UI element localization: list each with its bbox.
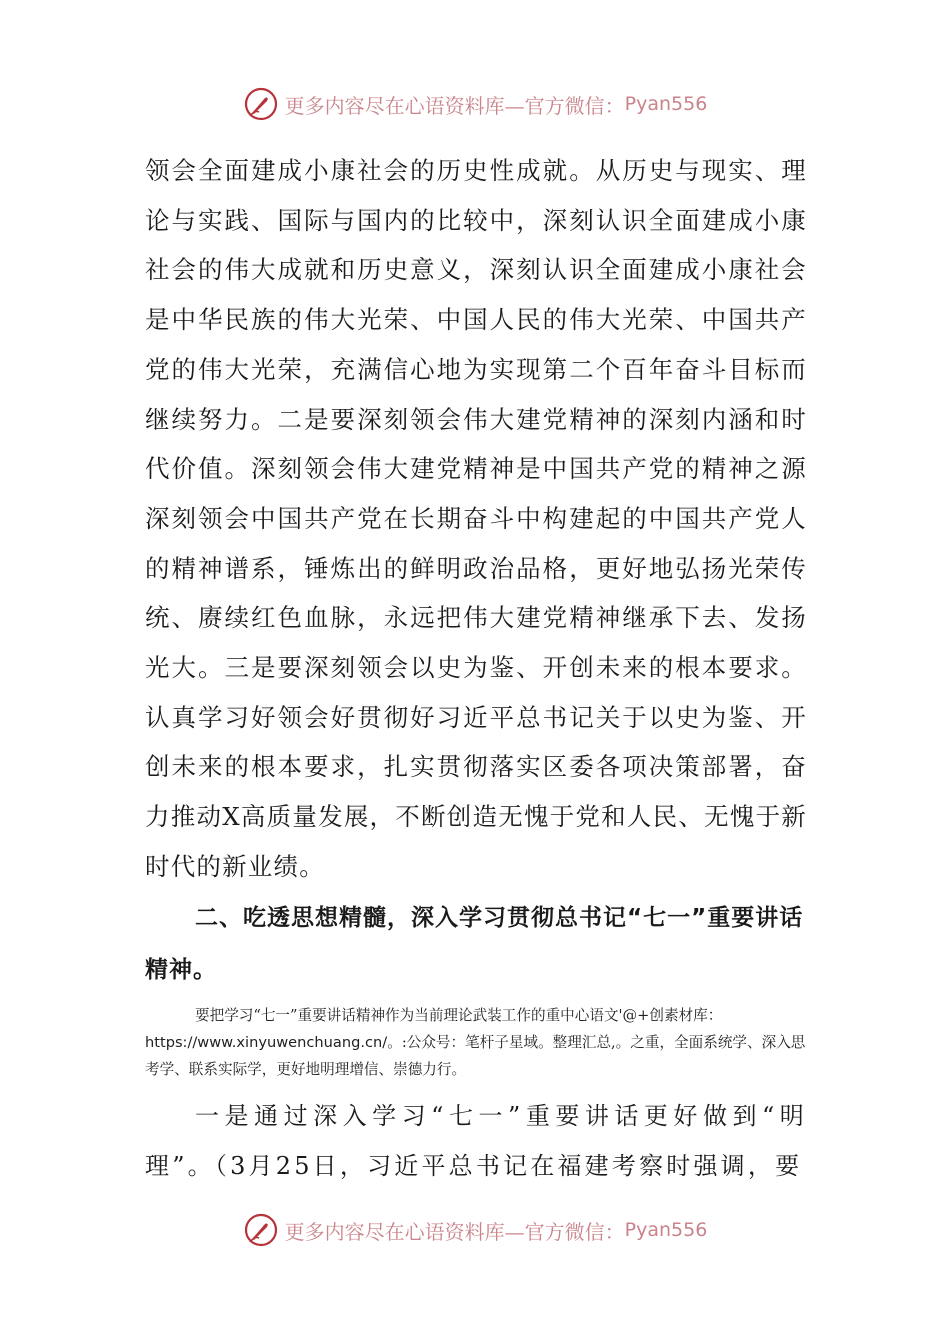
footer-banner [0,1210,950,1250]
wechat-id: Pyan556 [624,93,708,115]
source-note-text-2: 。:公众号：笔杆子星域。整理汇总,。之重，全面系统学、深入思考学、联系实际学，更好地明理增信、崇德力行。 [145,1033,806,1078]
paragraph-3: 一是通过深入学习“七一”重要讲话更好做到“明理”。（3月25日，习近平总书记在福建考察时强调，要 [145,1101,807,1180]
header-banner [0,84,950,124]
document-body [145,146,807,1191]
pen-nib-icon [243,1212,279,1248]
pen-nib-icon [243,86,279,122]
source-url: https://www.xinyuwenchuang.cn/ [145,1033,388,1051]
paragraph-1: 领会全面建成小康社会的历史性成就。从历史与现实、理论与实践、国际与国内的比较中，深刻认识全面建成小康社会的伟大成就和历史意义，深刻认识全面建成小康社会是中华民族的伟大光荣、中国人民的伟大光荣、中国共产党的伟大光荣，充满信心地为实现第二个百年奋斗目标而继续努力。二是要深刻领会伟大建党精神的深刻内涵和时代价值。深刻领会伟大建党精神是中国共产党的精神之源深刻领会中国共产党在长期奋斗中构建起的中国共产党人的精神谱系，锤炼出的鲜明政治品格，更好地弘扬光荣传统、赓续红色血脉，永远把伟大建党精神继承下去、发扬光大。三是要深刻领会以史为鉴、开创未来的根本要求。认真学习好领会好贯彻好习近平总书记关于以史为鉴、开创未来的根本要求，扎实贯彻落实区委各项决策部署，奋力推动X高质量发展，不断创造无愧于党和人民、无愧于新时代的新业绩。 [145,156,807,881]
source-note [145,1002,807,1083]
section-heading-2: 二、吃透思想精髓，深入学习贯彻总书记“七一”重要讲话精神。 [145,904,804,983]
banner-text: 更多内容尽在心语资料库—官方微信： [284,1219,625,1244]
banner-text: 更多内容尽在心语资料库—官方微信： [284,93,625,118]
wechat-id: Pyan556 [624,1219,708,1241]
source-note-text-1: 要把学习“七一”重要讲话精神作为当前理论武装工作的重中心语文'@+创素材库： [195,1006,723,1024]
